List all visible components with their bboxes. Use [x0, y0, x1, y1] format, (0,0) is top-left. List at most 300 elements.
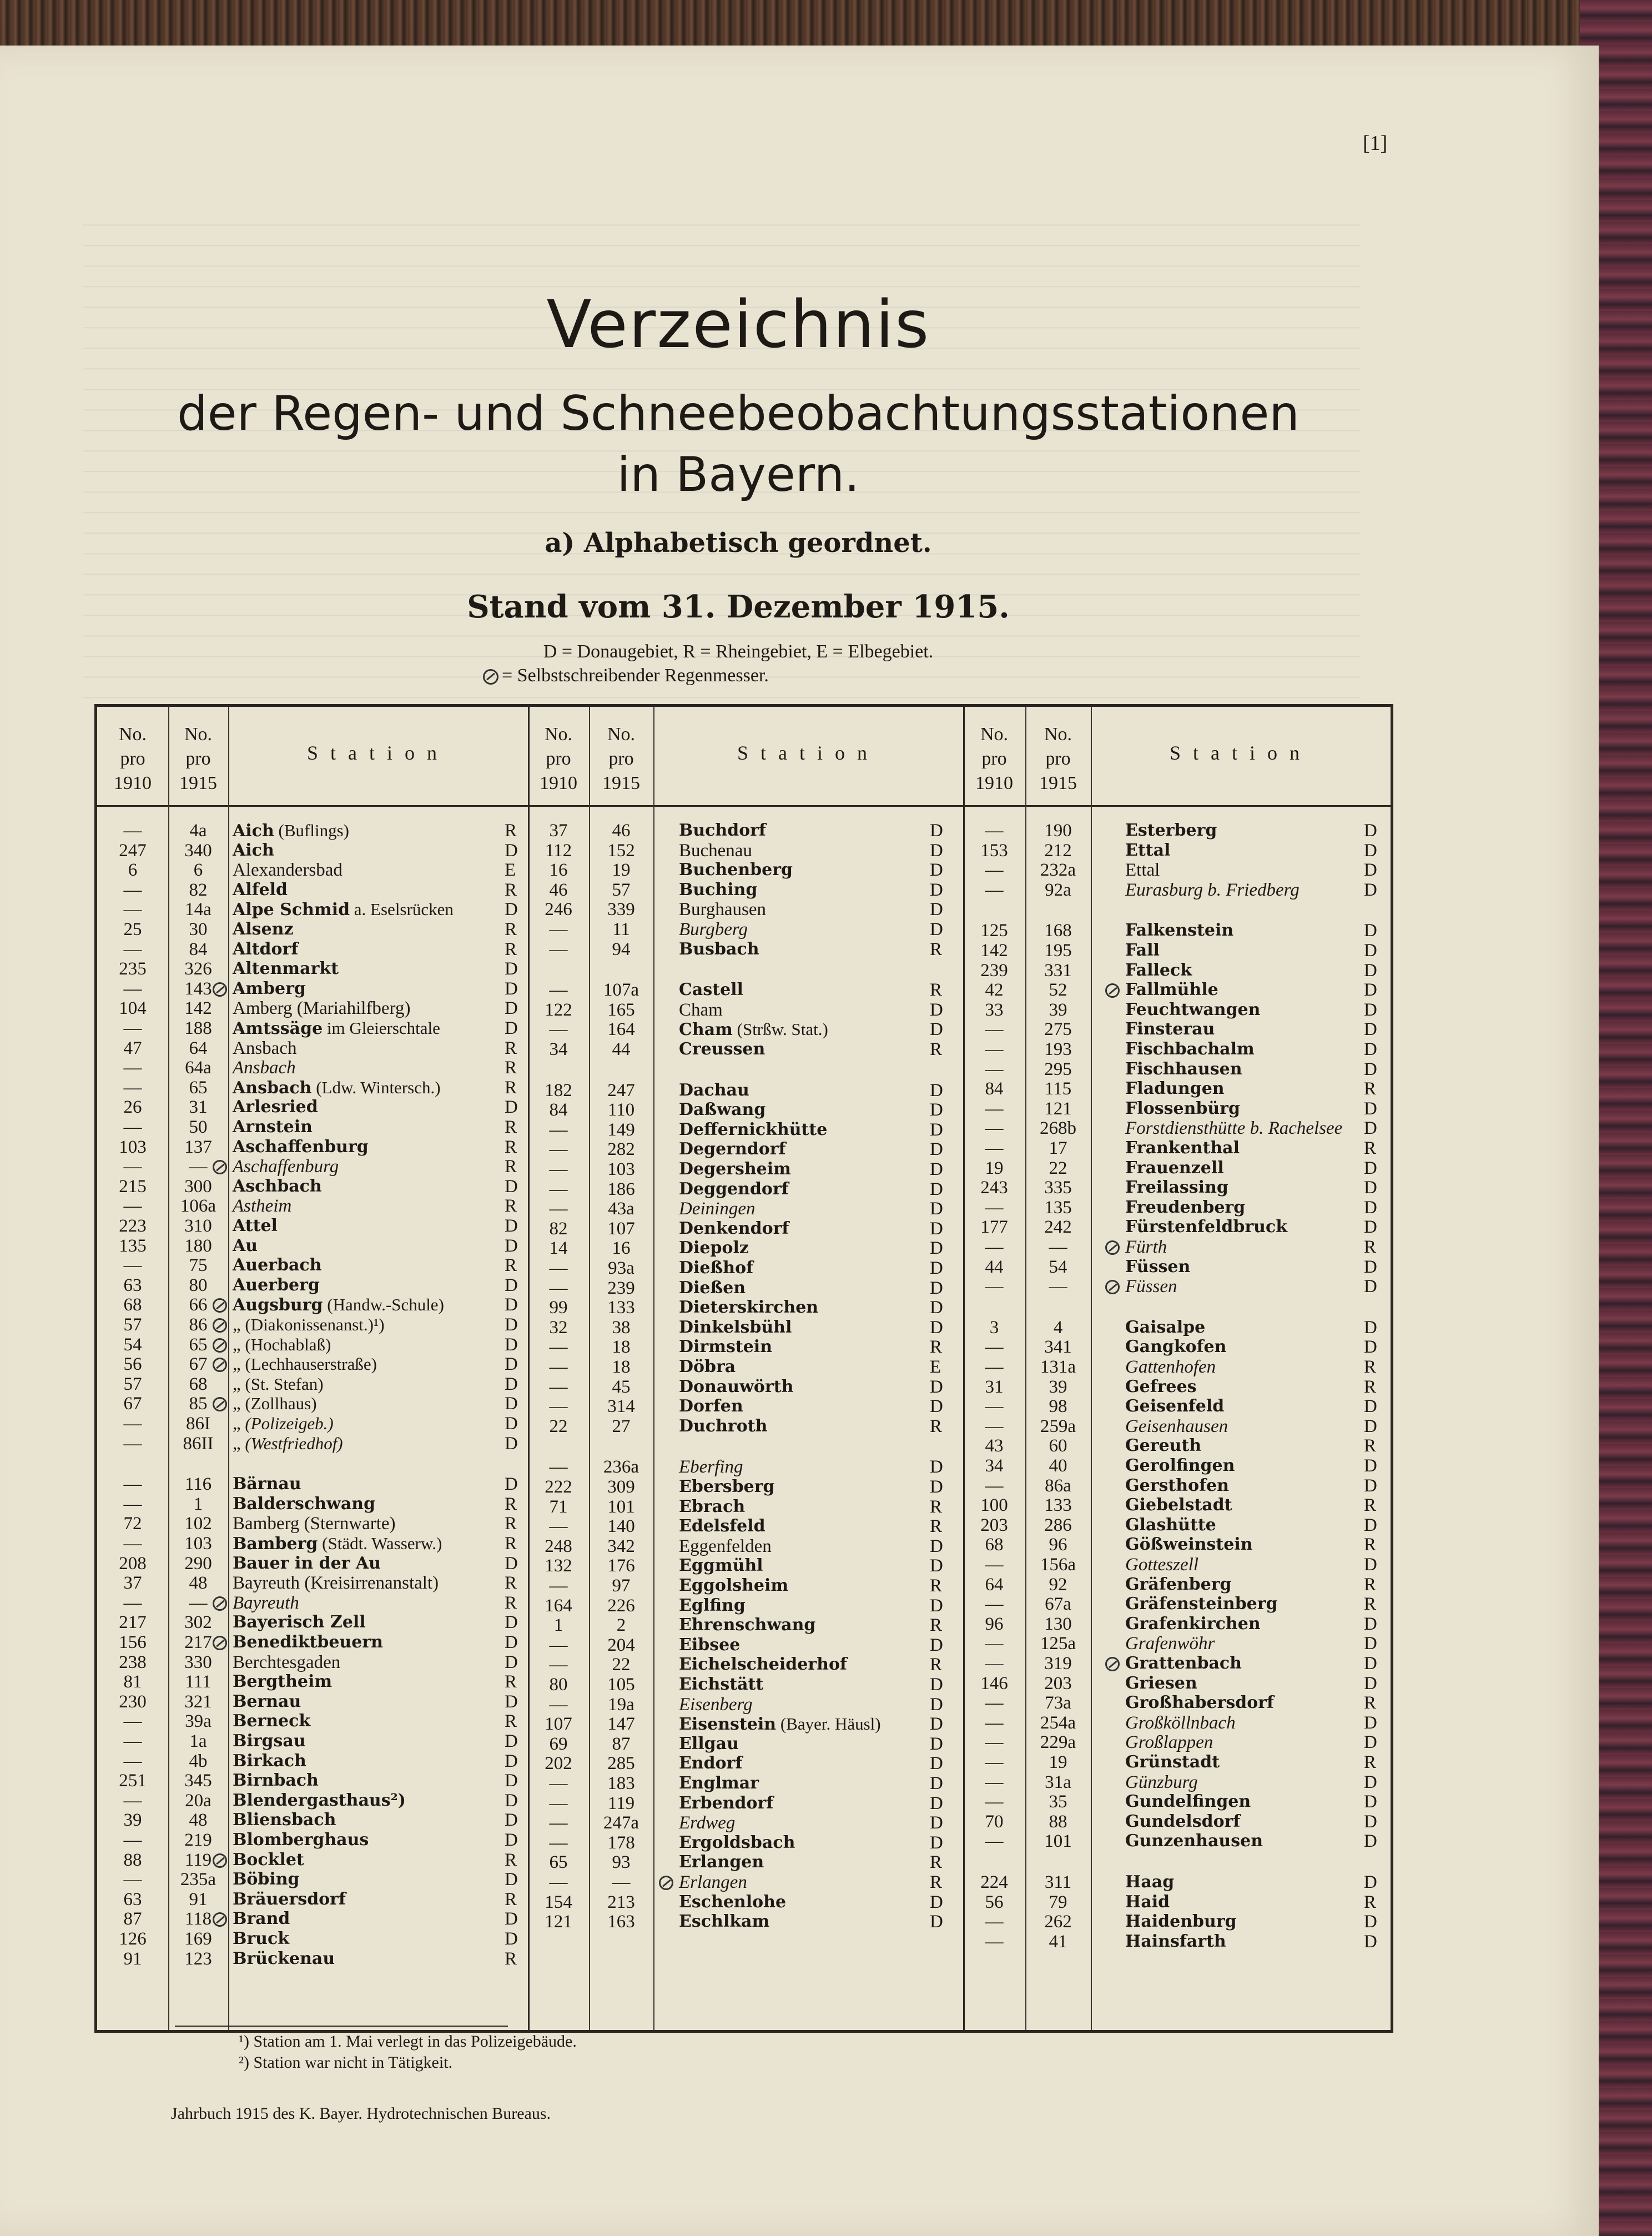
nr-1915-cell: 226 — [607, 1595, 635, 1616]
nr-1910-cell: 125 — [980, 921, 1008, 941]
nr-1910-cell: 3 — [989, 1317, 999, 1338]
table-row — [97, 1593, 528, 1613]
station-name: „ (Diakonissenanst.)¹) — [233, 1315, 385, 1335]
nr-1910-cell: — — [985, 1594, 1004, 1615]
nr-1915-cell: 44 — [612, 1039, 631, 1059]
basin-flag: R — [930, 1516, 943, 1537]
footnote-rule — [175, 2026, 508, 2027]
table-row — [97, 1731, 528, 1751]
nr-1910-cell: 69 — [549, 1733, 568, 1754]
nr-1915-cell: 183 — [607, 1773, 635, 1793]
nr-1910-cell: — — [123, 1255, 142, 1276]
nr-1915-cell: 111 — [185, 1672, 211, 1692]
recorder-icon — [213, 982, 227, 997]
table-row — [963, 1594, 1391, 1614]
station-name: „ (Hochablaß) — [233, 1334, 331, 1355]
table-row — [528, 1457, 963, 1477]
nr-1910-cell: — — [549, 1179, 568, 1199]
nr-1910-cell: 81 — [123, 1672, 142, 1692]
nr-1915-cell: 101 — [607, 1496, 635, 1517]
table-row — [97, 1850, 528, 1870]
basin-flag: D — [1364, 960, 1377, 981]
table-row — [528, 1179, 963, 1199]
table-row — [963, 1257, 1391, 1277]
header-label: Station — [306, 742, 449, 764]
table-row — [963, 1377, 1391, 1397]
table-row — [528, 1081, 963, 1101]
basin-flag: D — [930, 1556, 943, 1576]
station-note: (Polizeigeb.) — [240, 1414, 334, 1433]
station-name: Großlappen — [1125, 1732, 1213, 1753]
table-row — [97, 1295, 528, 1315]
nr-1915-cell: 48 — [189, 1573, 208, 1594]
table-row — [97, 1949, 528, 1969]
nr-1915-cell: 190 — [1044, 821, 1072, 841]
table-row — [528, 1199, 963, 1219]
basin-flag: R — [1364, 1079, 1377, 1099]
nr-1910-cell: 99 — [549, 1298, 568, 1318]
station-name: Eisenberg — [679, 1694, 753, 1715]
nr-1910-cell: — — [549, 939, 568, 959]
table-row — [97, 959, 528, 979]
station-name: Fladungen — [1125, 1079, 1225, 1099]
basin-flag: D — [930, 1813, 943, 1833]
nr-1915-cell: 19a — [608, 1694, 634, 1715]
station-note: (Buflings) — [274, 821, 349, 840]
nr-1915-cell: 203 — [1044, 1673, 1072, 1694]
nr-1915-cell: 45 — [612, 1376, 631, 1397]
basin-flag: D — [930, 821, 943, 841]
nr-1910-cell: 57 — [123, 1315, 142, 1335]
basin-flag: D — [505, 1295, 518, 1315]
basin-flag: D — [930, 1080, 943, 1101]
basin-flag: D — [1364, 880, 1377, 900]
basin-flag: R — [505, 1494, 517, 1514]
nr-1915-cell: 22 — [1049, 1158, 1067, 1178]
nr-1910-cell: 80 — [549, 1675, 568, 1695]
basin-flag: R — [505, 880, 517, 900]
basin-flag: D — [1364, 1475, 1377, 1496]
nr-1915-cell: 94 — [612, 939, 631, 959]
table-row — [528, 821, 963, 841]
station-name: Grattenbach — [1125, 1654, 1242, 1673]
basin-flag: D — [505, 1771, 518, 1791]
station-name: Frankenthal — [1125, 1138, 1240, 1158]
basin-flag: R — [1364, 1357, 1377, 1377]
nr-1910-cell: — — [123, 1157, 142, 1177]
station-note: (Strßw. Stat.) — [732, 1019, 828, 1039]
station-name: Grafenkirchen — [1125, 1614, 1261, 1634]
station-name: Burghausen — [679, 900, 767, 920]
nr-1910-cell: — — [985, 1059, 1004, 1079]
table-row — [963, 1693, 1391, 1713]
basin-flag: D — [1364, 1634, 1377, 1654]
basin-flag: D — [930, 1714, 943, 1735]
basin-flag: D — [505, 1691, 518, 1712]
nr-1910-cell: — — [985, 880, 1004, 900]
basin-flag: D — [930, 1675, 943, 1695]
station-name: Eichelscheiderhof — [679, 1655, 847, 1675]
station-name: „ (Zollhaus) — [233, 1394, 317, 1414]
station-name: Dieterskirchen — [679, 1298, 819, 1318]
station-name: Ettal — [1125, 840, 1171, 860]
nr-1915-cell: 229a — [1040, 1732, 1076, 1753]
nr-1910-cell: 63 — [123, 1275, 142, 1295]
nr-1910-cell: 57 — [123, 1374, 142, 1394]
nr-1910-cell: 70 — [985, 1811, 1004, 1832]
basin-flag: R — [930, 1416, 943, 1436]
header-label: No. pro 1915 — [602, 724, 640, 793]
basin-flag: D — [930, 1238, 943, 1259]
nr-1915-cell: 17 — [1049, 1138, 1067, 1158]
nr-1915-cell: 86a — [1045, 1475, 1071, 1496]
table-row — [963, 1872, 1391, 1892]
nr-1915-cell: 65 — [189, 1334, 208, 1355]
nr-1910-cell: 63 — [123, 1889, 142, 1910]
nr-1915-cell: 18 — [612, 1337, 631, 1358]
station-name: Au — [233, 1235, 258, 1255]
table-row — [963, 1059, 1391, 1079]
basin-flag: R — [505, 1948, 517, 1969]
station-name: Auerbach — [233, 1255, 322, 1275]
nr-1910-cell: — — [985, 1654, 1004, 1674]
nr-1910-cell: 16 — [549, 860, 568, 881]
header-station — [228, 707, 528, 805]
nr-1915-cell: 106a — [180, 1196, 216, 1217]
nr-1915-cell: 193 — [1044, 1039, 1072, 1059]
station-name: Fürth — [1125, 1237, 1167, 1257]
station-name: Erlangen — [679, 1872, 747, 1892]
basin-flag: R — [505, 1534, 517, 1554]
table-row — [97, 1137, 528, 1157]
nr-1915-cell: 311 — [1044, 1872, 1072, 1892]
nr-1910-cell: — — [123, 900, 142, 920]
station-name: Benediktbeuern — [233, 1632, 383, 1652]
table-row — [528, 1872, 963, 1892]
station-name: Alsenz — [233, 919, 294, 939]
basin-flag: D — [930, 1278, 943, 1298]
nr-1915-cell: 80 — [189, 1275, 208, 1295]
page-subtitle-2: in Bayern. — [617, 447, 860, 503]
nr-1910-cell: — — [549, 1694, 568, 1715]
table-row — [97, 1751, 528, 1771]
nr-1910-cell: 146 — [980, 1673, 1008, 1694]
basin-flag: D — [505, 1018, 518, 1038]
header-nr-1910 — [528, 707, 589, 805]
basin-flag: D — [1364, 1456, 1377, 1476]
station-name: Bayreuth — [233, 1592, 299, 1613]
basin-flag: D — [930, 1832, 943, 1853]
basin-flag: D — [1364, 1019, 1377, 1040]
nr-1910-cell: — — [123, 1711, 142, 1732]
station-name: Brückenau — [233, 1948, 335, 1968]
basin-flag: D — [1364, 1712, 1377, 1733]
nr-1910-cell: — — [985, 1118, 1004, 1139]
basin-flag: D — [930, 919, 943, 939]
basin-flag: R — [930, 1337, 943, 1358]
station-note: (Diakonissenanst.)¹) — [240, 1315, 385, 1334]
station-name: Bayerisch Zell — [233, 1612, 366, 1632]
basin-flag: R — [930, 1852, 943, 1873]
nr-1910-cell: 82 — [549, 1218, 568, 1239]
table-row — [963, 841, 1391, 861]
table-row — [528, 1675, 963, 1695]
table-row — [528, 1615, 963, 1635]
nr-1915-cell: 1a — [189, 1731, 207, 1751]
station-name: Gefrees — [1125, 1376, 1197, 1396]
station-name: Böbing — [233, 1870, 300, 1890]
table-row — [97, 1177, 528, 1197]
stand-date: Stand vom 31. Dezember 1915. — [467, 589, 1010, 625]
nr-1910-cell: — — [985, 1337, 1004, 1358]
nr-1910-cell: — — [123, 1592, 142, 1613]
table-row — [528, 1695, 963, 1715]
nr-1910-cell: — — [985, 1237, 1004, 1257]
station-name: Aich — [233, 840, 274, 860]
basin-flag: D — [1364, 1257, 1377, 1277]
station-name: Großhabersdorf — [1125, 1693, 1274, 1713]
nr-1910-cell: 34 — [549, 1039, 568, 1059]
nr-1910-cell: 68 — [123, 1295, 142, 1315]
nr-1915-cell: 321 — [184, 1691, 212, 1712]
basin-flag: D — [505, 1870, 518, 1890]
basin-flag: R — [505, 939, 517, 959]
table-row — [528, 1912, 963, 1932]
header-station — [653, 707, 963, 805]
page-number: [1] — [1363, 132, 1388, 155]
table-row — [963, 1416, 1391, 1436]
nr-1910-cell: 164 — [545, 1595, 572, 1616]
table-row — [97, 1652, 528, 1672]
nr-1910-cell: — — [985, 1712, 1004, 1733]
station-name: Alexandersbad — [233, 860, 343, 881]
nr-1910-cell: — — [123, 1870, 142, 1890]
station-name: Esterberg — [1125, 821, 1217, 840]
table-row — [97, 1157, 528, 1177]
station-name: Gattenhofen — [1125, 1357, 1216, 1377]
nr-1915-cell: 242 — [1044, 1217, 1072, 1238]
station-name: Cham (Strßw. Stat.) — [679, 1019, 828, 1040]
nr-1915-cell: 335 — [1044, 1178, 1072, 1198]
nr-1915-cell: 254a — [1040, 1712, 1076, 1733]
nr-1915-cell: 130 — [1044, 1614, 1072, 1634]
basin-flag: R — [1364, 1436, 1377, 1456]
station-name: Blomberghaus — [233, 1830, 369, 1850]
station-name: Ehrenschwang — [679, 1615, 816, 1635]
basin-flag: D — [505, 959, 518, 979]
nr-1910-cell: 65 — [549, 1852, 568, 1873]
basin-flag: R — [505, 1889, 517, 1910]
basin-flag: D — [930, 1892, 943, 1912]
basin-flag: D — [1364, 840, 1377, 861]
station-name: Fall — [1125, 941, 1160, 960]
nr-1915-cell: — — [189, 1157, 208, 1177]
station-name: Gotteszell — [1125, 1555, 1198, 1575]
nr-1910-cell: — — [123, 1751, 142, 1771]
station-name: Bauer in der Au — [233, 1553, 381, 1573]
basin-flag: R — [930, 1039, 943, 1059]
basin-flag: D — [930, 999, 943, 1020]
table-row — [528, 1396, 963, 1416]
nr-1915-cell: 142 — [184, 998, 212, 1019]
basin-flag: D — [1364, 1098, 1377, 1119]
nr-1915-cell: 204 — [607, 1635, 635, 1655]
nr-1910-cell: 26 — [123, 1097, 142, 1118]
nr-1915-cell: 87 — [612, 1733, 631, 1754]
station-name: Haag — [1125, 1872, 1175, 1892]
nr-1915-cell: 164 — [607, 1019, 635, 1040]
station-name: Amberg (Mariahilfberg) — [233, 998, 411, 1019]
table-row — [97, 1514, 528, 1534]
nr-1910-cell: 37 — [549, 821, 568, 841]
nr-1915-cell: 300 — [184, 1176, 212, 1197]
recorder-icon — [213, 1596, 227, 1611]
basin-flag: D — [930, 860, 943, 881]
nr-1915-cell: 119 — [607, 1793, 635, 1813]
station-name: Ettal — [1125, 860, 1160, 881]
station-name: Duchroth — [679, 1416, 768, 1436]
table-row — [528, 1753, 963, 1773]
nr-1910-cell: 72 — [123, 1514, 142, 1534]
footnote-2: ²) Station war nicht in Tätigkeit. — [239, 2053, 453, 2072]
basin-flag: D — [1364, 860, 1377, 881]
table-row — [97, 1929, 528, 1949]
table-row — [97, 1275, 528, 1295]
station-note: (St. Stefan) — [240, 1374, 324, 1394]
basin-flag: D — [1364, 1337, 1377, 1358]
basin-flag: R — [930, 1615, 943, 1636]
station-name: Buchenberg — [679, 860, 793, 880]
table-row — [97, 1374, 528, 1394]
nr-1915-cell: 115 — [1044, 1079, 1072, 1099]
station-name: Forstdiensthütte b. Rachelsee — [1125, 1118, 1343, 1139]
nr-1910-cell: — — [985, 1831, 1004, 1852]
nr-1910-cell: 107 — [545, 1714, 572, 1735]
nr-1915-cell: 341 — [1044, 1337, 1072, 1358]
header-label: No. pro 1915 — [179, 724, 217, 793]
table-row — [528, 1416, 963, 1436]
table-row — [97, 1890, 528, 1910]
nr-1915-cell: 31a — [1045, 1772, 1071, 1792]
station-name: Amtssäge im Gleierschtale — [233, 1018, 440, 1038]
table-row — [963, 1198, 1391, 1218]
table-row — [97, 1018, 528, 1038]
table-row — [963, 1158, 1391, 1178]
basin-flag: D — [505, 1929, 518, 1949]
nr-1910-cell: 224 — [980, 1872, 1008, 1892]
station-name: Gereuth — [1125, 1436, 1202, 1456]
nr-1915-cell: 268b — [1040, 1118, 1076, 1139]
basin-flag: D — [930, 1753, 943, 1774]
table-row — [528, 1892, 963, 1912]
nr-1910-cell: 230 — [119, 1691, 147, 1712]
station-name: Geisenhausen — [1125, 1416, 1228, 1436]
nr-1910-cell: 247 — [119, 840, 147, 861]
station-name: Burgberg — [679, 919, 748, 939]
basin-flag: D — [930, 900, 943, 920]
nr-1915-cell: 178 — [607, 1832, 635, 1853]
nr-1910-cell: 6 — [128, 860, 138, 881]
nr-1910-cell: 84 — [549, 1100, 568, 1120]
nr-1915-cell: 60 — [1049, 1436, 1067, 1456]
basin-flag: R — [1364, 1752, 1377, 1772]
nr-1910-cell: — — [123, 939, 142, 959]
nr-1910-cell: 71 — [549, 1496, 568, 1517]
nr-1915-cell: 30 — [189, 919, 208, 939]
nr-1915-cell: 169 — [184, 1929, 212, 1949]
nr-1915-cell: 239 — [607, 1278, 635, 1298]
basin-flag: R — [930, 939, 943, 959]
basin-flag: D — [930, 1100, 943, 1120]
basin-flag: D — [505, 1433, 518, 1454]
nr-1915-cell: 92a — [1045, 880, 1071, 900]
basin-flag: R — [505, 1514, 517, 1534]
nr-1915-cell: 19 — [612, 860, 631, 881]
nr-1915-cell: 64 — [189, 1038, 208, 1058]
nr-1915-cell: 290 — [184, 1553, 212, 1574]
nr-1915-cell: 1 — [193, 1494, 203, 1514]
basin-flag: D — [1364, 1931, 1377, 1952]
nr-1910-cell: 33 — [985, 999, 1004, 1020]
station-name: Gundelfingen — [1125, 1792, 1251, 1812]
table-row — [528, 900, 963, 919]
nr-1910-cell: 42 — [985, 980, 1004, 1001]
basin-flag: D — [1364, 1872, 1377, 1892]
station-name: Birgsau — [233, 1731, 306, 1751]
station-name: Erlangen — [679, 1852, 764, 1872]
table-row — [963, 1019, 1391, 1039]
nr-1910-cell: — — [123, 1433, 142, 1454]
station-name: Frauenzell — [1125, 1158, 1224, 1178]
basin-flag: D — [930, 1457, 943, 1478]
footnotes — [239, 2031, 577, 2073]
page-title: Verzeichnis — [546, 286, 930, 363]
nr-1910-cell: — — [549, 1159, 568, 1179]
table-row — [528, 1556, 963, 1576]
table-row — [97, 1117, 528, 1137]
nr-1915-cell: 116 — [184, 1474, 212, 1495]
station-name: Diepolz — [679, 1238, 749, 1258]
station-name: Altenmarkt — [233, 959, 339, 979]
nr-1915-cell: 88 — [1049, 1811, 1067, 1832]
basin-flag: R — [505, 919, 517, 939]
basin-flag: R — [505, 1058, 517, 1078]
nr-1910-cell: 104 — [119, 998, 147, 1019]
station-name: Bayreuth (Kreisirrenanstalt) — [233, 1573, 439, 1594]
station-name: Endorf — [679, 1753, 743, 1773]
station-name: Bocklet — [233, 1850, 304, 1870]
basin-flag: D — [930, 840, 943, 861]
nr-1910-cell: 215 — [119, 1176, 147, 1197]
basin-flag: R — [1364, 1594, 1377, 1615]
table-row — [97, 1830, 528, 1850]
table-row — [963, 1752, 1391, 1772]
footnote-1: ¹) Station am 1. Mai verlegt in das Polizeigebäude. — [239, 2032, 577, 2051]
nr-1910-cell: 154 — [545, 1892, 572, 1912]
basin-flag: D — [505, 1751, 518, 1771]
nr-1910-cell: — — [985, 1396, 1004, 1417]
table-row — [97, 1791, 528, 1811]
table-row — [963, 1396, 1391, 1416]
legend-basins: D = Donaugebiet, R = Rheingebiet, E = Elbegebiet. — [543, 641, 934, 662]
nr-1910-cell: 100 — [980, 1495, 1008, 1516]
table-row — [528, 1100, 963, 1120]
nr-1915-cell: 46 — [612, 821, 631, 841]
station-name: Gundelsdorf — [1125, 1811, 1241, 1831]
table-row — [528, 1238, 963, 1258]
table-row — [963, 1912, 1391, 1932]
nr-1910-cell: — — [549, 1019, 568, 1040]
